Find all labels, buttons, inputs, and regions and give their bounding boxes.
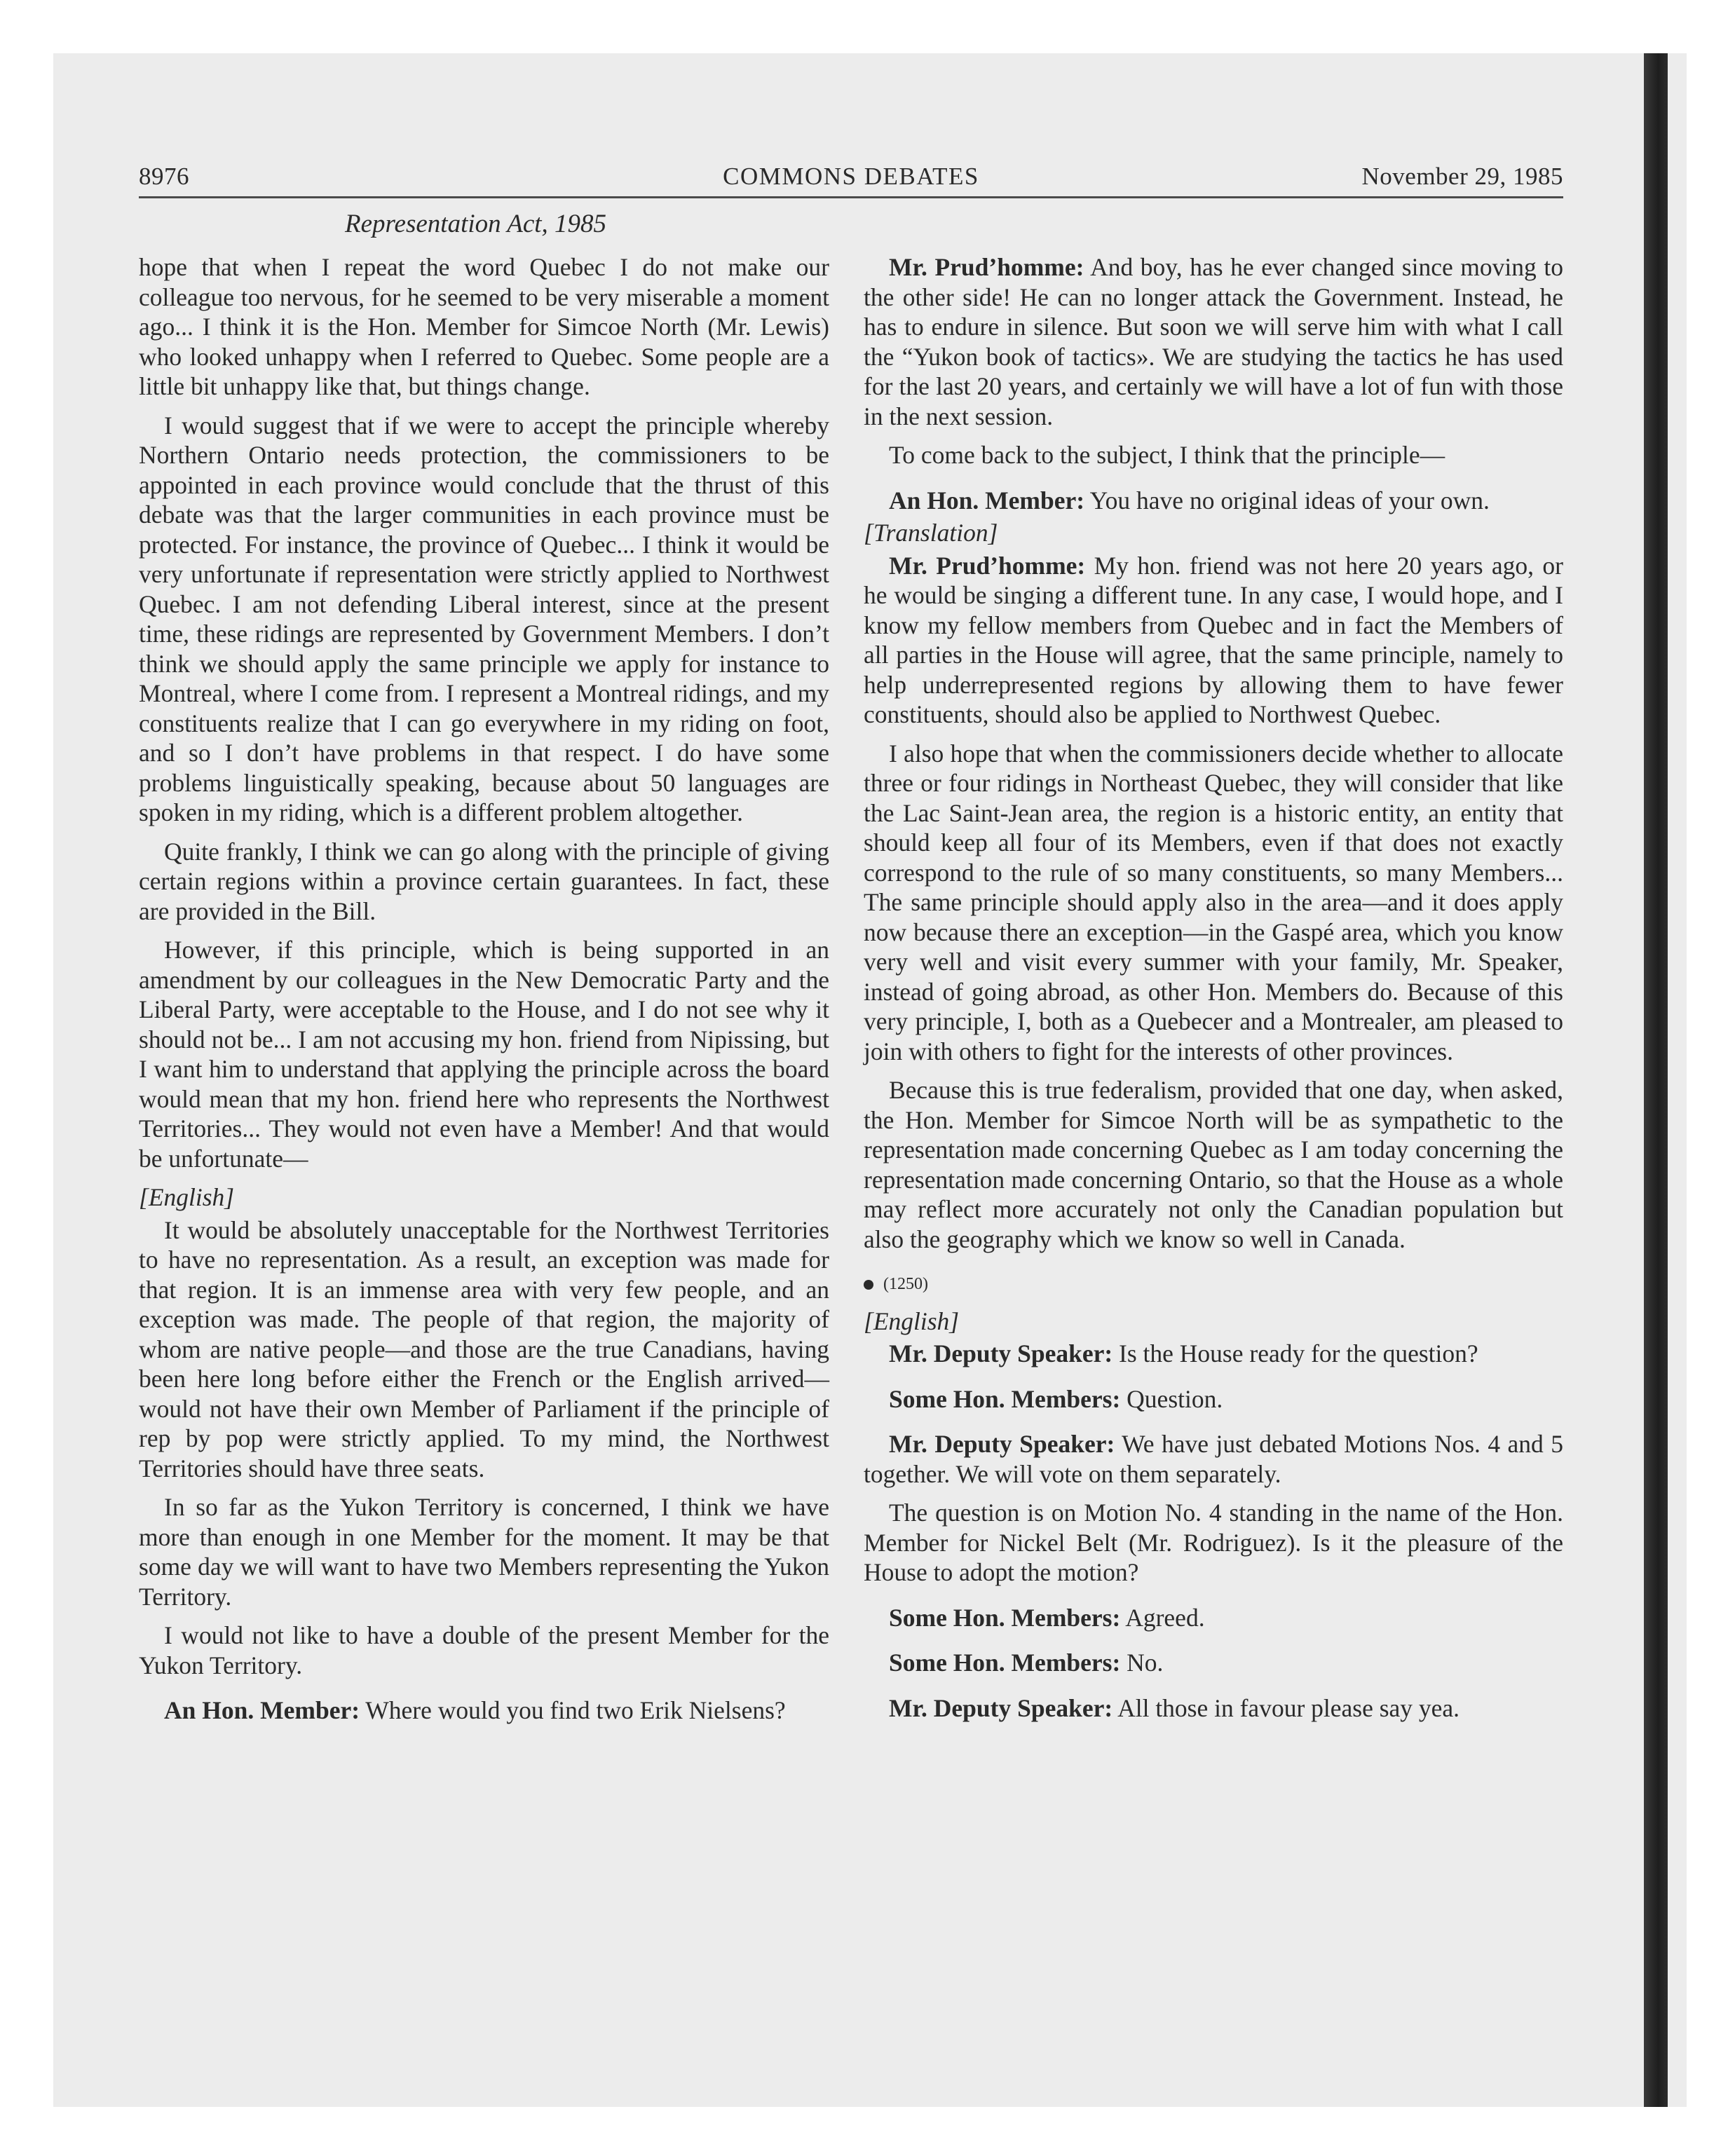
- speech-paragraph: [864, 1384, 1563, 1414]
- running-title: Representation Act, 1985: [345, 210, 607, 238]
- header-date: November 29, 1985: [1361, 163, 1563, 190]
- speaker-name: Some Hon. Members:: [889, 1384, 1121, 1413]
- speech-paragraph: [864, 1603, 1563, 1633]
- speaker-name: Mr. Deputy Speaker:: [889, 1339, 1113, 1367]
- speech-text: All those in favour please say yea.: [1117, 1693, 1460, 1722]
- speech-text: No.: [1127, 1649, 1164, 1677]
- speech-paragraph: [864, 1429, 1563, 1489]
- paragraph: Quite frankly, I think we can go along with the principle of giving certain regions within a province certain guarantees. In fact, these are provided in the Bill.: [139, 837, 829, 925]
- speaker-name: Mr. Deputy Speaker:: [889, 1430, 1115, 1458]
- paragraph: To come back to the subject, I think that the principle—: [889, 441, 1445, 469]
- speech-text: And boy, has he ever changed since moving to the other side! He can no longer attack the Government. Instead, he has to endure in silence. But soon we will serve him with what I call the “Yukon book of tactics». We are studying the tactics he has used for the last 20 years, and certainly we will have a lot of fun with those in the next session.: [864, 253, 1563, 430]
- speech-text: Question.: [1127, 1384, 1223, 1413]
- language-tag: [English]: [864, 1306, 960, 1335]
- speech-text: Agreed.: [1125, 1603, 1205, 1632]
- paragraph: I would suggest that if we were to accept the principle whereby Northern Ontario needs protection, the commissioners to be appointed in each province would conclude that the thrust of this debate was that the larger communities in each province must be protected. For instance, the province of Quebec... I think it would be very unfortunate if representation were strictly applied to Northwest Quebec. I am not defending Liberal interest, since at the present time, these ridings are represented by Government Members. I don’t think we should apply the same principle we apply for instance to Montreal, where I come from. I represent a Montreal ridings, and my constituents realize that I can go everywhere in my riding on foot, and so I don’t have problems in that respect. I do have some problems linguistically speaking, because about 50 languages are spoken in my riding, which is a different problem altogether.: [139, 411, 829, 826]
- paragraph: In so far as the Yukon Territory is concerned, I think we have more than enough in one Member for the moment. It may be that some day we will want to have two Members representing the Yukon Territory.: [139, 1493, 829, 1611]
- speech-paragraph: [139, 1696, 829, 1726]
- speech-paragraph: [864, 486, 1563, 516]
- paragraph: Because this is true federalism, provided that one day, when asked, the Hon. Member for Simcoe North will be as sympathetic to the representation made concerning Quebec as I am today concerning the representation made concerning Ontario, so that the House as a whole may reflect more accurately not only the Canadian population but also the geography which we know so well in Canada.: [864, 1076, 1563, 1253]
- speech-paragraph: [864, 252, 1563, 431]
- language-tag: [Translation]: [864, 519, 998, 547]
- page-header: [139, 163, 1563, 198]
- speaker-name: Mr. Deputy Speaker:: [889, 1693, 1113, 1722]
- speaker-name: Mr. Prud’homme:: [889, 253, 1084, 281]
- left-column: [139, 252, 829, 1735]
- speech-text: We have just debated Motions Nos. 4 and 5 together. We will vote on them separately.: [864, 1430, 1564, 1488]
- language-tag: [English]: [139, 1183, 235, 1211]
- time-marker: [864, 1269, 1563, 1299]
- speech-paragraph: [864, 1339, 1563, 1369]
- speech-text: Is the House ready for the question?: [1119, 1339, 1478, 1367]
- speaker-name: Some Hon. Members:: [889, 1603, 1121, 1632]
- speaker-name: Some Hon. Members:: [889, 1649, 1121, 1677]
- speaker-name: An Hon. Member:: [889, 486, 1085, 514]
- speech-paragraph: [864, 551, 1563, 730]
- paragraph: I would not like to have a double of the present Member for the Yukon Territory.: [139, 1621, 829, 1679]
- paragraph: I also hope that when the commissioners decide whether to allocate three or four ridings in Northeast Quebec, they will consider that like the Lac Saint-Jean area, the region is a historic entity, an entity that should keep all four of its Members, even if that does not exactly correspond to the rule of so many constituents, so many Members... The same principle should apply also in the area—and it does apply now because there an exception—in the Gaspé area, which you know very well and visit every summer with your family, Mr. Speaker, instead of going abroad, as other Hon. Members do. Because of this very principle, I, both as a Quebecer and a Montrealer, am pleased to join with others to fight for the interests of other provinces.: [864, 739, 1563, 1065]
- right-column: [864, 252, 1563, 1732]
- page-number: 8976: [139, 163, 189, 190]
- speech-text: My hon. friend was not here 20 years ago, or he would be singing a different tune. In any case, I would hope, and I know my fellow members from Quebec and in fact the Members of all parties in the House will agree, that the same principle, namely to help underrepresented regions by allowing them to have fewer constituents, should also be applied to Northwest Quebec.: [864, 551, 1564, 728]
- bullet-dot-icon: [864, 1280, 873, 1290]
- speech-text: Where would you find two Erik Nielsens?: [365, 1696, 786, 1724]
- paragraph: The question is on Motion No. 4 standing in the name of the Hon. Member for Nickel Belt (Mr. Rodriguez). Is it the pleasure of the House to adopt the motion?: [864, 1499, 1563, 1586]
- paragraph: hope that when I repeat the word Quebec I do not make our colleague too nervous, for he seemed to be very miserable a moment ago... I think it is the Hon. Member for Simcoe North (Mr. Lewis) who looked unhappy when I referred to Quebec. Some people are a little bit unhappy like that, but things change.: [139, 253, 829, 400]
- speech-text: You have no original ideas of your own.: [1089, 486, 1490, 514]
- paragraph: However, if this principle, which is being supported in an amendment by our colleagues in the New Democratic Party and the Liberal Party, were acceptable to the House, and I do not see why it should not be... I am not accusing my hon. friend from Nipissing, but I want him to understand that applying the principle across the board would mean that my hon. friend here who represents the Northwest Territories... They would not even have a Member! And that would be unfortunate—: [139, 936, 829, 1173]
- scan-edge-bar: [1644, 53, 1668, 2107]
- speech-paragraph: [864, 1648, 1563, 1678]
- speaker-name: An Hon. Member:: [164, 1696, 360, 1724]
- speaker-name: Mr. Prud’homme:: [889, 551, 1086, 580]
- speech-paragraph: [864, 1693, 1563, 1724]
- paragraph: It would be absolutely unacceptable for the Northwest Territories to have no representation. As a result, an exception was made for that region. It is an immense area with very few people, and an exception was made. The people of that region, the majority of whom are native people—and those are the true Canadians, having been here long before either the French or the English arrived—would not have their own Member of Parliament if the principle of rep by pop were strictly applied. To my mind, the Northwest Territories should have three seats.: [139, 1215, 829, 1482]
- publication-title: COMMONS DEBATES: [723, 163, 979, 190]
- time-marker-text: (1250): [883, 1275, 928, 1293]
